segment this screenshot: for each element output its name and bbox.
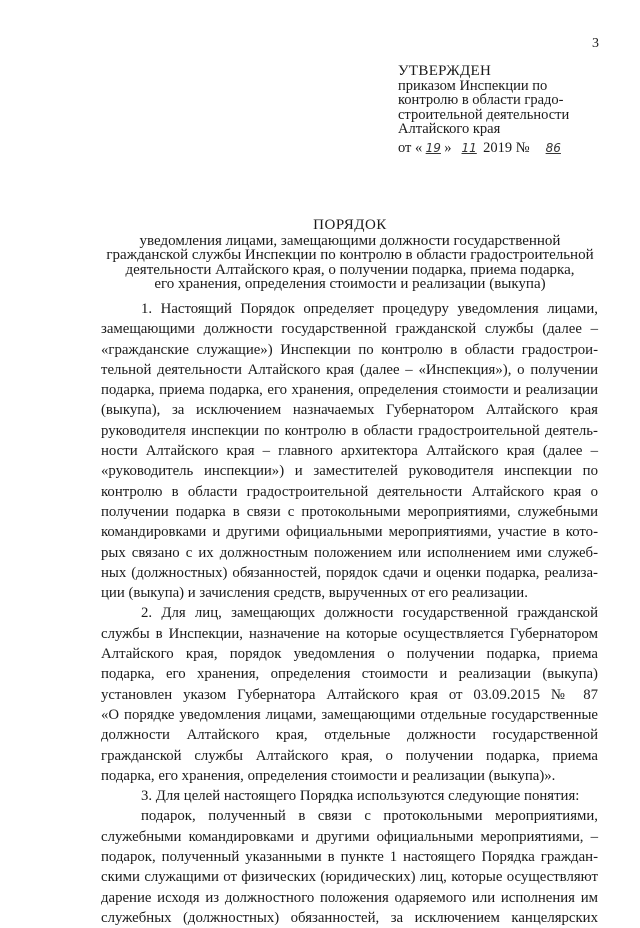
text-line: службы в Инспекции, назначение на которые осуществляется Губернатором: [101, 625, 598, 642]
text-line: ции (выкупа) и зачисления средств, вырученных от его реализации.: [101, 585, 528, 602]
text-line: подарка, его хранения, определения стоимости и реализации (выкупа): [101, 666, 598, 683]
title-heading: ПОРЯДОК: [313, 217, 387, 233]
text-line: скими служащими от физических (юридических) лиц, которые осуществляют: [101, 869, 598, 886]
text-line: замещающими должности государственной гражданской службы (далее –: [101, 321, 598, 338]
title-line: уведомления лицами, замещающими должности государственной: [139, 232, 561, 249]
date-month: 11: [461, 140, 477, 155]
title-line: его хранения, определения стоимости и реализации (выкупа): [154, 276, 546, 292]
text-line: подарок, полученный в связи с протокольными мероприятиями,: [141, 808, 598, 825]
text-line: подарок, полученный указанными в пункте 1 настоящего Порядка граждан-: [101, 849, 598, 866]
text-line: 3. Для целей настоящего Порядка используются следующие понятия:: [141, 788, 580, 805]
text-line: Алтайского края, порядок уведомления о получении подарка, приема: [101, 646, 598, 663]
date-mid: »: [444, 139, 452, 156]
text-line: служебными командировками и другими официальными мероприятиями, –: [101, 828, 598, 845]
text-line: служебных (должностных) обязанностей, за исключением канцелярских: [101, 909, 598, 926]
text-line: «руководитель инспекции») и заместителей руководителя инспекции по: [101, 463, 598, 480]
text-line: дарение исходя из должностного положения одаряемого или исполнения им: [101, 889, 598, 906]
text-line: «гражданские служащие») Инспекции по контролю в области градострои-: [101, 341, 598, 358]
text-line: 1. Настоящий Порядок определяет процедуру уведомления лицами,: [141, 301, 598, 317]
doc-number: 86: [545, 140, 561, 155]
text-line: ности Алтайского края – главного архитектора Алтайского края (далее –: [101, 443, 598, 460]
date-year: 2019 №: [483, 139, 530, 156]
approval-date-line: [398, 141, 573, 156]
text-line: контролю в области градостроительной деятельности Алтайского края о: [101, 483, 598, 500]
approval-heading: УТВЕРЖДЕН: [398, 63, 492, 79]
title-line: деятельности Алтайского края, о получении подарка, приема подарка,: [125, 261, 575, 278]
title-line: гражданской службы Инспекции по контролю в области градостроительной: [106, 247, 594, 263]
approval-line: контролю в области градо-: [398, 92, 564, 108]
page-number: 3: [592, 36, 599, 51]
document-body: [101, 299, 598, 928]
approval-stamp: [398, 64, 573, 155]
approval-line: Алтайского края: [398, 121, 501, 137]
text-line: должности Алтайского края, отдельные должности государственной: [101, 727, 598, 744]
text-line: руководителя инспекции по контролю в области градостроительной деятель-: [101, 422, 598, 439]
document-title: [100, 218, 600, 292]
text-line: 2. Для лиц, замещающих должности государственной гражданской: [141, 605, 598, 622]
text-line: командировками и другими официальными мероприятиями, участие в кото-: [101, 524, 598, 541]
text-line: (выкупа), за исключением назначаемых Губернатором Алтайского края: [101, 402, 598, 419]
text-line: ных (должностных) обязанностей, порядок сдачи и оценки подарка, реализа-: [101, 564, 598, 581]
text-line: подарка, его хранения, определения стоимости и реализации (выкупа)».: [101, 767, 556, 784]
text-line: «О порядке уведомления лицами, замещающими отдельные государственные: [101, 706, 598, 723]
date-prefix: от «: [398, 139, 423, 156]
approval-line: приказом Инспекции по: [398, 77, 548, 94]
text-line: тельной деятельности Алтайского края (далее – «Инспекция»), о получении: [101, 361, 598, 378]
date-day: 19: [425, 140, 441, 155]
approval-line: строительной деятельности: [398, 106, 570, 123]
text-line: установлен указом Губернатора Алтайского края от 03.09.2015 № 87: [101, 686, 598, 703]
text-line: гражданской службы Алтайского края, о получении подарка, приема: [101, 747, 598, 764]
text-line: подарка, приема подарка, его хранения, определения стоимости и реализации: [101, 382, 598, 399]
text-line: получении подарка в связи с протокольными мероприятиями, служебными: [101, 503, 598, 520]
text-line: рых связано с их должностным положением или исполнением ими служеб-: [101, 544, 598, 561]
